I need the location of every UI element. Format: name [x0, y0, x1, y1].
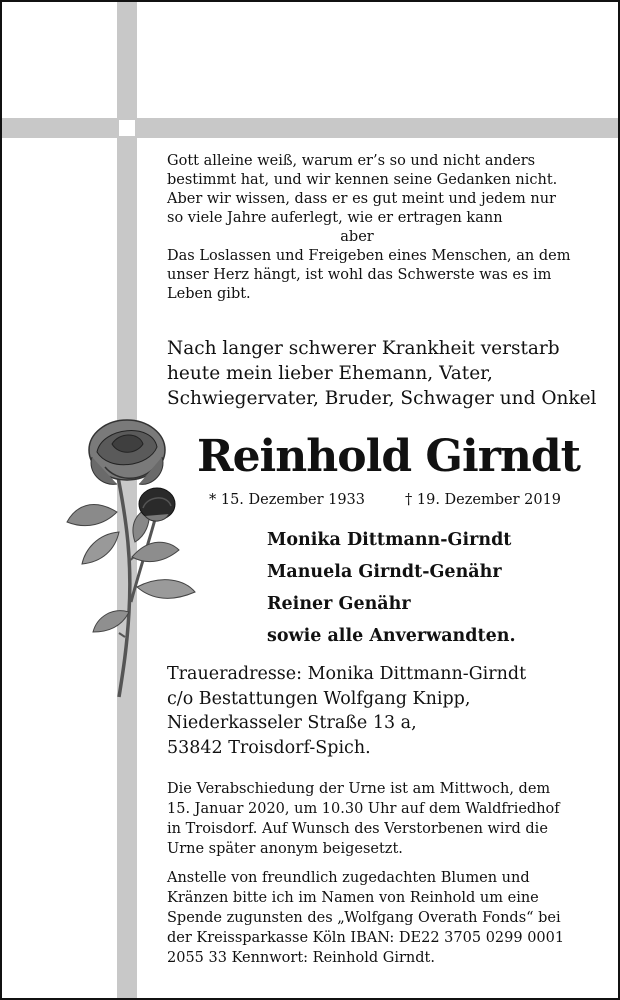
donation-line: Spende zugunsten des „Wolfgang Overath Fonds“ bei — [167, 910, 561, 926]
poem-line: so viele Jahre auferlegt, wie er ertragen kann — [167, 210, 503, 226]
mourner-name: Manuela Girndt-Genähr — [267, 562, 502, 582]
donation-line: Anstelle von freundlich zugedachten Blumen und — [167, 870, 530, 886]
life-dates — [209, 490, 561, 510]
mourner-name: sowie alle Anverwandten. — [267, 626, 516, 646]
intro-line: Nach langer schwerer Krankheit verstarb — [167, 338, 560, 359]
ceremony-info — [167, 779, 560, 859]
poem-line: Gott alleine weiß, warum er’s so und nicht anders — [167, 153, 536, 169]
birth-date: * 15. Dezember 1933 — [209, 492, 366, 508]
donation-line: der Kreissparkasse Köln IBAN: DE22 3705 0299 0001 — [167, 930, 565, 946]
ceremony-line: in Troisdorf. Auf Wunsch des Verstorbenen wird die — [167, 821, 548, 837]
donation-info — [167, 868, 564, 968]
address-line: Traueradresse: Monika Dittmann-Girndt — [167, 664, 527, 684]
poem-line: Das Loslassen und Freigeben eines Menschen, an dem — [167, 248, 571, 264]
deceased-name: Reinhold Girndt — [197, 431, 580, 482]
cross-center-square — [119, 120, 135, 136]
intro-line: Schwiegervater, Bruder, Schwager und Onkel — [167, 388, 597, 409]
ceremony-line: Urne später anonym beigesetzt. — [167, 841, 403, 857]
announcement-intro — [167, 336, 596, 411]
donation-line: 2055 33 Kennwort: Reinhold Girndt. — [167, 950, 435, 966]
intro-line: heute mein lieber Ehemann, Vater, — [167, 363, 493, 384]
poem-line: Aber wir wissen, dass er es gut meint und jedem nur — [167, 191, 556, 207]
poem-line: bestimmt hat, und wir kennen seine Gedanken nicht. — [167, 172, 558, 188]
ceremony-line: 15. Januar 2020, um 10.30 Uhr auf dem Waldfriedhof — [167, 801, 560, 817]
poem-line: unser Herz hängt, ist wohl das Schwerste was es im — [167, 267, 552, 283]
donation-line: Kränzen bitte ich im Namen von Reinhold um eine — [167, 890, 539, 906]
poem — [167, 152, 570, 304]
poem-center-word: aber — [340, 229, 374, 245]
address-line: c/o Bestattungen Wolfgang Knipp, — [167, 688, 471, 709]
address-line: Niederkasseler Straße 13 a, — [167, 713, 417, 733]
mourning-address — [167, 662, 526, 760]
poem-line: Leben gibt. — [167, 286, 251, 302]
mourner-name: Monika Dittmann-Girndt — [267, 530, 512, 550]
mourner-name: Reiner Genähr — [267, 594, 411, 614]
ceremony-line: Die Verabschiedung der Urne ist am Mittwoch, dem — [167, 781, 551, 797]
address-line: 53842 Troisdorf-Spich. — [167, 737, 371, 758]
mourners-list — [267, 524, 516, 652]
death-date: † 19. Dezember 2019 — [405, 492, 562, 508]
cross-horizontal-bar — [2, 118, 618, 138]
